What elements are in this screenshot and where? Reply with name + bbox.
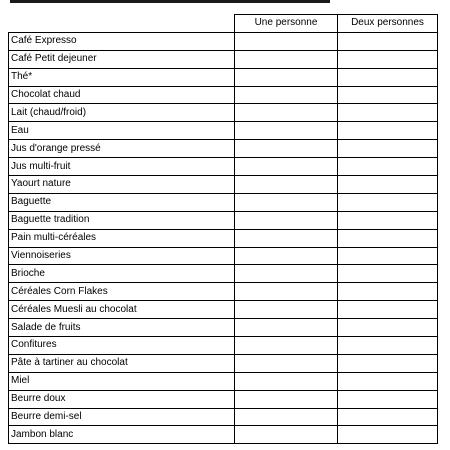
table-row [9, 229, 438, 247]
table-row [9, 122, 438, 140]
two-persons-quantity-cell[interactable] [338, 372, 438, 390]
one-person-quantity-cell[interactable] [235, 193, 338, 211]
item-name-cell: Céréales Muesli au chocolat [9, 301, 235, 319]
one-person-quantity-cell[interactable] [235, 247, 338, 265]
table-row [9, 354, 438, 372]
two-persons-quantity-cell[interactable] [338, 122, 438, 140]
one-person-quantity-cell[interactable] [235, 104, 338, 122]
one-person-quantity-cell[interactable] [235, 140, 338, 158]
item-name-cell: Thé* [9, 68, 235, 86]
item-name-cell: Céréales Corn Flakes [9, 283, 235, 301]
one-person-quantity-cell[interactable] [235, 354, 338, 372]
two-persons-quantity-cell[interactable] [338, 354, 438, 372]
two-persons-quantity-cell[interactable] [338, 247, 438, 265]
one-person-quantity-cell[interactable] [235, 372, 338, 390]
item-name-cell: Lait (chaud/froid) [9, 104, 235, 122]
item-name-cell: Café Petit dejeuner [9, 50, 235, 68]
two-persons-quantity-cell[interactable] [338, 337, 438, 355]
one-person-quantity-cell[interactable] [235, 390, 338, 408]
table-row [9, 283, 438, 301]
table-row [9, 337, 438, 355]
table-row [9, 176, 438, 194]
header-row [9, 15, 438, 33]
item-column-header [9, 15, 235, 33]
item-name-cell: Pâte à tartiner au chocolat [9, 354, 235, 372]
item-name-cell: Café Expresso [9, 32, 235, 50]
one-person-quantity-cell[interactable] [235, 265, 338, 283]
one-person-quantity-cell[interactable] [235, 211, 338, 229]
item-name-cell: Confitures [9, 337, 235, 355]
table-row [9, 50, 438, 68]
table-row [9, 68, 438, 86]
one-person-quantity-cell[interactable] [235, 122, 338, 140]
table-row [9, 193, 438, 211]
table-row [9, 301, 438, 319]
item-name-cell: Baguette [9, 193, 235, 211]
item-name-cell: Jus multi-fruit [9, 158, 235, 176]
item-name-cell: Yaourt nature [9, 176, 235, 194]
two-persons-quantity-cell[interactable] [338, 319, 438, 337]
item-name-cell: Jambon blanc [9, 426, 235, 444]
table-row [9, 86, 438, 104]
item-name-cell: Eau [9, 122, 235, 140]
two-persons-column-header: Deux personnes [338, 15, 438, 33]
table-body [9, 32, 438, 443]
table-row [9, 211, 438, 229]
table-row [9, 247, 438, 265]
item-name-cell: Jus d'orange pressé [9, 140, 235, 158]
item-name-cell: Chocolat chaud [9, 86, 235, 104]
two-persons-quantity-cell[interactable] [338, 283, 438, 301]
one-person-quantity-cell[interactable] [235, 158, 338, 176]
item-name-cell: Miel [9, 372, 235, 390]
two-persons-quantity-cell[interactable] [338, 193, 438, 211]
one-person-quantity-cell[interactable] [235, 32, 338, 50]
table-row [9, 408, 438, 426]
two-persons-quantity-cell[interactable] [338, 265, 438, 283]
item-name-cell: Beurre doux [9, 390, 235, 408]
one-person-column-header: Une personne [235, 15, 338, 33]
two-persons-quantity-cell[interactable] [338, 50, 438, 68]
two-persons-quantity-cell[interactable] [338, 32, 438, 50]
item-name-cell: Baguette tradition [9, 211, 235, 229]
table-row [9, 158, 438, 176]
table-row [9, 140, 438, 158]
two-persons-quantity-cell[interactable] [338, 301, 438, 319]
breakfast-order-table [8, 14, 438, 444]
table-row [9, 426, 438, 444]
one-person-quantity-cell[interactable] [235, 176, 338, 194]
two-persons-quantity-cell[interactable] [338, 426, 438, 444]
item-name-cell: Salade de fruits [9, 319, 235, 337]
two-persons-quantity-cell[interactable] [338, 211, 438, 229]
table-row [9, 372, 438, 390]
two-persons-quantity-cell[interactable] [338, 176, 438, 194]
two-persons-quantity-cell[interactable] [338, 104, 438, 122]
one-person-quantity-cell[interactable] [235, 68, 338, 86]
one-person-quantity-cell[interactable] [235, 337, 338, 355]
one-person-quantity-cell[interactable] [235, 319, 338, 337]
table-row [9, 390, 438, 408]
table-row [9, 104, 438, 122]
one-person-quantity-cell[interactable] [235, 229, 338, 247]
one-person-quantity-cell[interactable] [235, 50, 338, 68]
item-name-cell: Pain multi-céréales [9, 229, 235, 247]
item-name-cell: Viennoiseries [9, 247, 235, 265]
two-persons-quantity-cell[interactable] [338, 86, 438, 104]
two-persons-quantity-cell[interactable] [338, 390, 438, 408]
top-divider-bar [10, 0, 330, 3]
one-person-quantity-cell[interactable] [235, 86, 338, 104]
table-row [9, 265, 438, 283]
table-row [9, 32, 438, 50]
two-persons-quantity-cell[interactable] [338, 140, 438, 158]
two-persons-quantity-cell[interactable] [338, 68, 438, 86]
two-persons-quantity-cell[interactable] [338, 158, 438, 176]
two-persons-quantity-cell[interactable] [338, 408, 438, 426]
one-person-quantity-cell[interactable] [235, 426, 338, 444]
item-name-cell: Brioche [9, 265, 235, 283]
one-person-quantity-cell[interactable] [235, 408, 338, 426]
two-persons-quantity-cell[interactable] [338, 229, 438, 247]
table-row [9, 319, 438, 337]
one-person-quantity-cell[interactable] [235, 301, 338, 319]
item-name-cell: Beurre demi-sel [9, 408, 235, 426]
one-person-quantity-cell[interactable] [235, 283, 338, 301]
